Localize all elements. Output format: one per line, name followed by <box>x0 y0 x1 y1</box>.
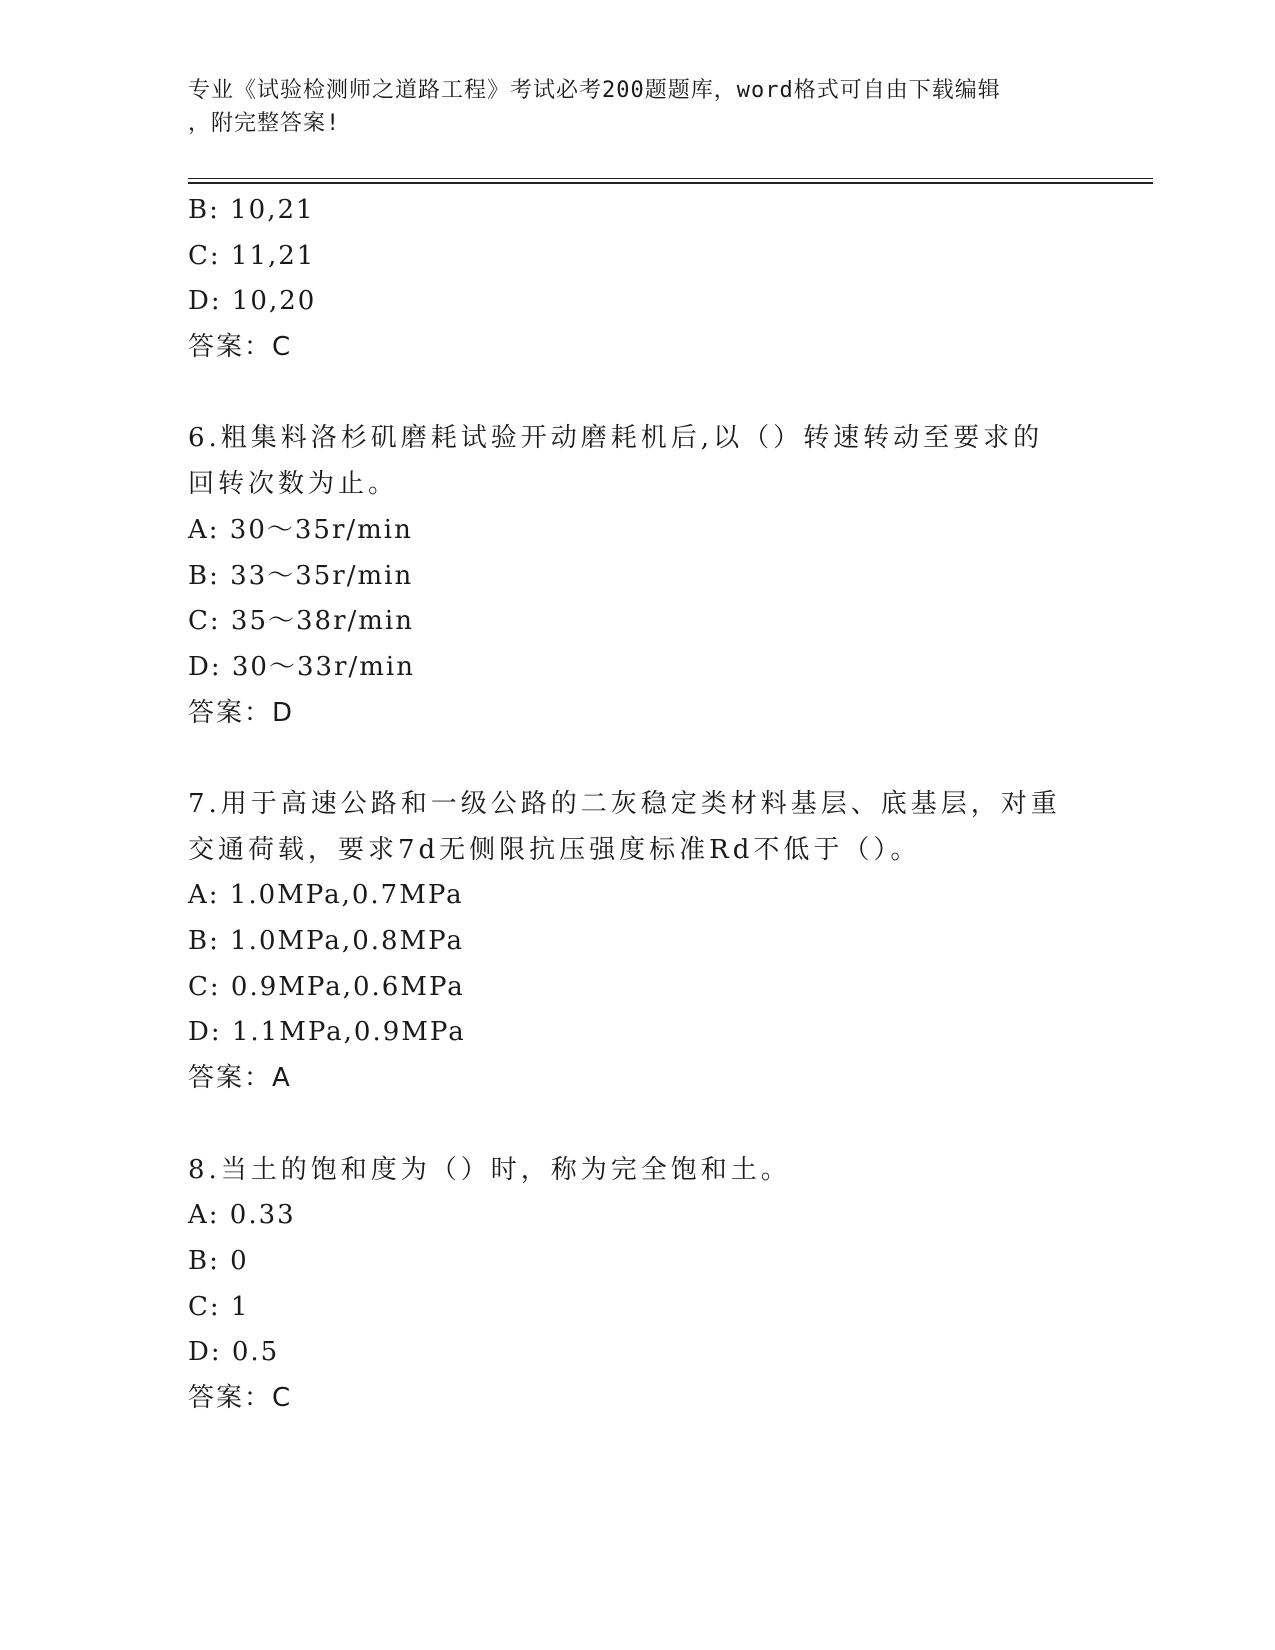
question-spacer <box>188 1102 1088 1148</box>
option-b: B: 33～35r/min <box>188 560 414 591</box>
question-stem: 6.粗集料洛杉矶磨耗试验开动磨耗机后,以（）转速转动至要求的回转次数为止。 <box>188 423 1044 500</box>
question-stem: 7.用于高速公路和一级公路的二灰稳定类材料基层、底基层，对重交通荷载，要求7d无侧限抗压强度标准Rd不低于（）。 <box>188 788 1061 865</box>
option-c: C: 1 <box>188 1291 250 1322</box>
option-b: B: 10,21 <box>188 195 315 225</box>
option-a: A: 0.33 <box>188 1200 296 1231</box>
option-b: B: 0 <box>188 1245 249 1276</box>
question-stem: 8.当土的饱和度为（）时，称为完全饱和土。 <box>188 1154 791 1185</box>
option-b: B: 1.0MPa,0.8MPa <box>188 926 464 957</box>
question-spacer <box>188 736 1088 782</box>
answer-line: 答案：A <box>188 1063 292 1094</box>
question-block-6 <box>188 416 1088 736</box>
question-list <box>188 188 1088 1422</box>
question-block-8 <box>188 1148 1088 1422</box>
option-d: D: 30～33r/min <box>188 651 415 682</box>
option-c: C: 0.9MPa,0.6MPa <box>188 971 465 1002</box>
question-block-7 <box>188 782 1088 1102</box>
option-c: C: 11,21 <box>188 240 316 271</box>
answer-line: 答案：C <box>188 1382 293 1413</box>
header-divider-thick <box>188 182 1153 184</box>
answer-line: 答案：C <box>188 332 293 363</box>
option-a: A: 1.0MPa,0.7MPa <box>188 880 464 911</box>
answer-line: 答案：D <box>188 697 295 728</box>
question-spacer <box>188 371 1088 417</box>
header-title-line-1: 专业《试验检测师之道路工程》考试必考200题题库，word格式可自由下载编辑 <box>188 78 1001 103</box>
document-header <box>188 74 1068 140</box>
question-block-continued <box>188 188 1088 371</box>
option-d: D: 10,20 <box>188 286 317 317</box>
option-d: D: 0.5 <box>188 1337 280 1368</box>
header-divider-thin <box>188 178 1153 179</box>
header-title-line-2: ，附完整答案! <box>188 111 341 136</box>
option-a: A: 30～35r/min <box>188 514 413 545</box>
option-c: C: 35～38r/min <box>188 606 414 637</box>
option-d: D: 1.1MPa,0.9MPa <box>188 1017 466 1048</box>
